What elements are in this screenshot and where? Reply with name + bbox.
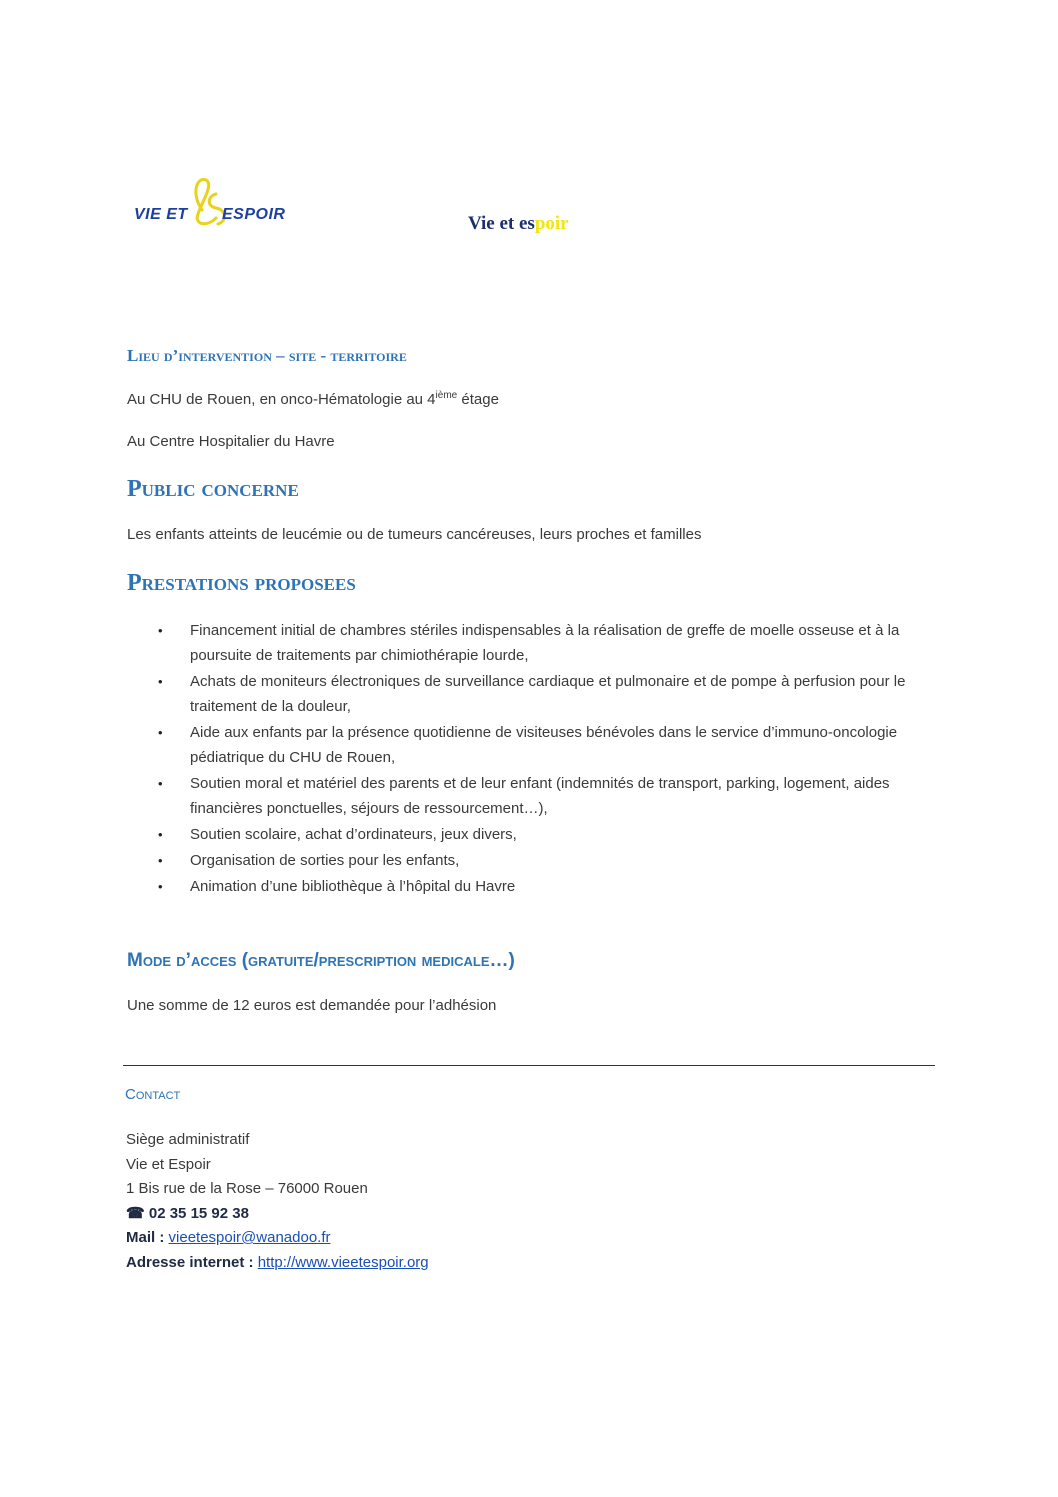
document-title-main: Vie et es [468,213,535,234]
logo-text-right: ESPOIR [222,206,286,223]
document-title-highlight: poir [534,213,569,234]
list-item-text: Achats de moniteurs électroniques de surveillance cardiaque et pulmonaire et de pompe à perfusion pour le traitement de la douleur, [190,673,906,715]
prestations-list [158,618,938,900]
list-item [158,848,938,873]
divider [123,1065,935,1066]
mail-link[interactable]: vieetespoir@wanadoo.fr [168,1229,331,1246]
document-title [468,213,569,235]
bullet-icon: • [158,827,163,842]
list-item [158,771,938,821]
public-text: Les enfants atteints de leucémie ou de tumeurs cancéreuses, leurs proches et familles [127,526,702,543]
list-item-text: Soutien moral et matériel des parents et de leur enfant (indemnités de transport, parking, logement, aides financières ponctuelles, séjours de ressourcement…), [190,775,890,817]
mail-label: Mail : [126,1229,169,1246]
list-item-text: Soutien scolaire, achat d’ordinateurs, jeux divers, [190,826,517,843]
acces-text: Une somme de 12 euros est demandée pour l’adhésion [127,997,497,1014]
lieu-line-1-after: étage [457,391,499,408]
contact-line-3: 1 Bis rue de la Rose – 76000 Rouen [126,1180,368,1197]
contact-web [126,1251,429,1276]
list-item-text: Aide aux enfants par la présence quotidienne de visiteuses bénévoles dans le service d’immuno-oncologie pédiatrique du CHU de Rouen, [190,724,898,766]
contact-mail [126,1226,429,1251]
bullet-icon: • [158,674,163,689]
list-item [158,618,938,668]
bullet-icon: • [158,776,163,791]
list-item [158,720,938,770]
contact-block [126,1128,429,1275]
list-item [158,669,938,719]
contact-line-2: Vie et Espoir [126,1155,211,1173]
list-item-text: Organisation de sorties pour les enfants, [190,852,460,869]
acces-heading: Mode d’acces (gratuite/prescription medicale…) [127,950,515,971]
lieu-line-1-text: Au CHU de Rouen, en onco-Hématologie au 4 [127,391,436,408]
lieu-heading: Lieu d’intervention – site - territoire [127,346,407,365]
phone-number: 02 35 15 92 38 [148,1204,249,1222]
web-link[interactable]: http://www.vieetespoir.org [257,1253,429,1271]
list-item-text: Financement initial de chambres stériles indispensables à la réalisation de greffe de moelle osseuse et à la poursuite de traitements par chimiothérapie lourde, [190,622,900,664]
lieu-line-1-sup: ième [435,390,458,401]
public-heading: Public concerne [127,476,299,502]
contact-heading: Contact [125,1086,181,1103]
bullet-icon: • [158,853,163,868]
phone-icon: ☎ [126,1204,145,1222]
list-item [158,822,938,847]
web-label: Adresse internet : [126,1253,258,1271]
list-item [158,874,938,899]
contact-phone [126,1202,429,1227]
bullet-icon: • [158,623,163,638]
logo-text-left: VIE ET [134,206,188,223]
bullet-icon: • [158,879,163,894]
lieu-line-2: Au Centre Hospitalier du Havre [127,433,335,450]
contact-line-1: Siège administratif [126,1131,250,1148]
bullet-icon: • [158,725,163,740]
prestations-heading: Prestations proposees [127,570,356,596]
list-item-text: Animation d’une bibliothèque à l’hôpital du Havre [190,878,516,895]
logo [132,172,292,232]
lieu-line-1 [127,390,499,408]
